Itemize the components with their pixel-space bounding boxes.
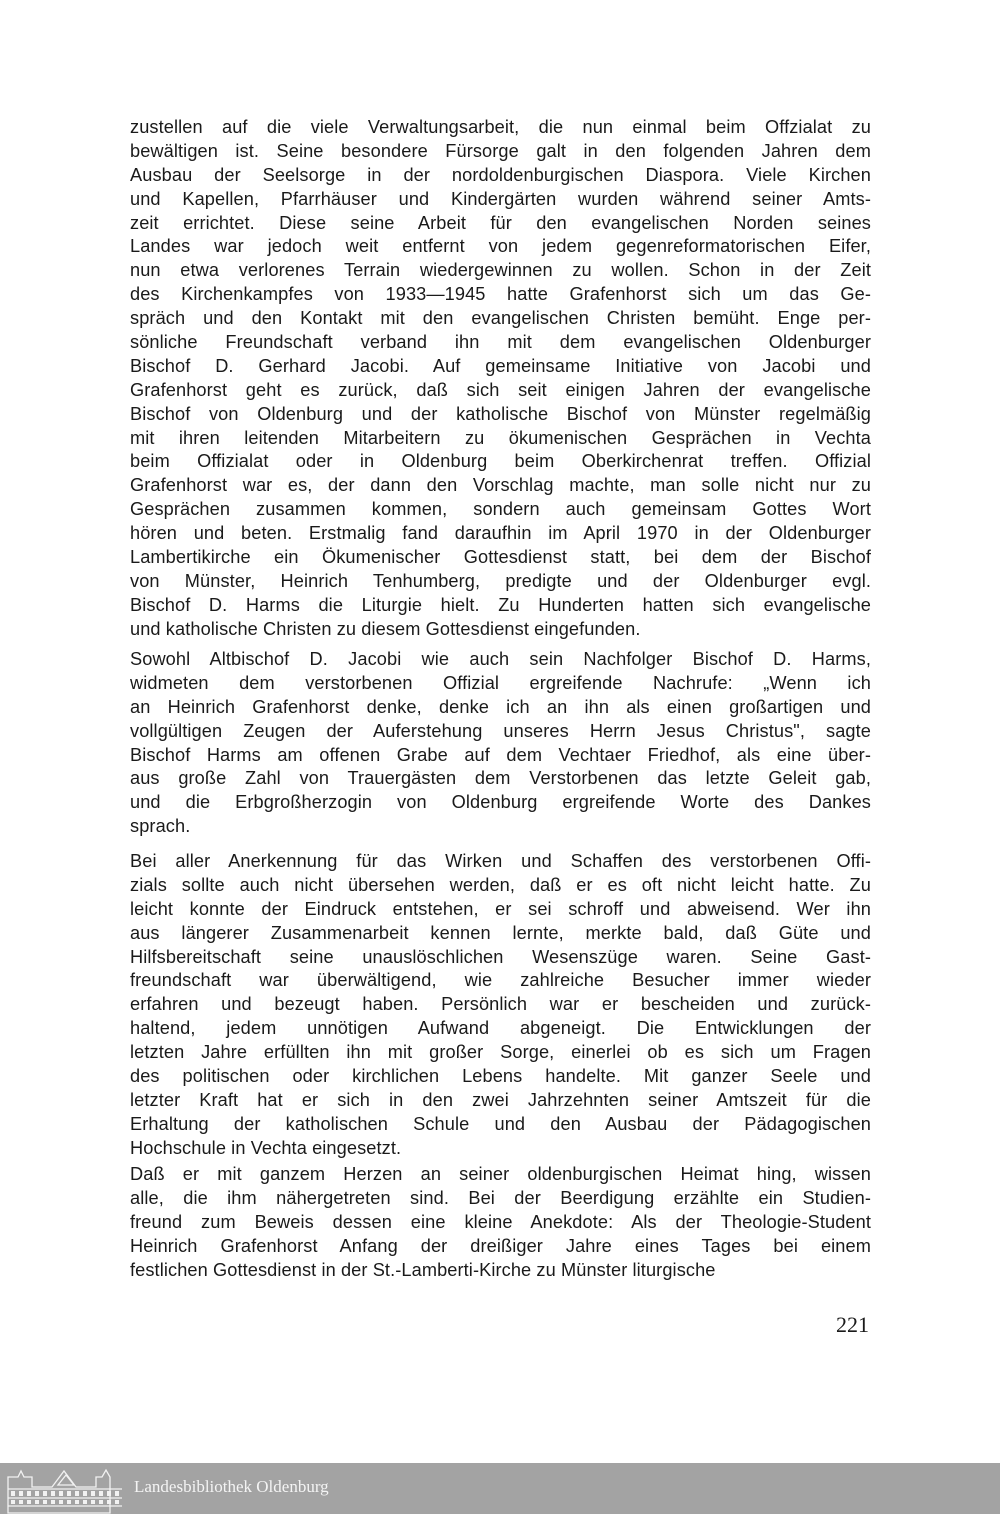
text-line: und katholische Christen zu diesem Gottesdienst eingefunden. <box>130 618 641 639</box>
text-line: mit ihren leitenden Mitarbeitern zu ökumenischen Gesprächen in Vechta <box>130 427 871 448</box>
text-line: nun etwa verlorenes Terrain wiedergewinnen zu wollen. Schon in der Zeit <box>130 260 871 281</box>
paragraph-1 <box>130 116 871 642</box>
text-line: freundschaft war überwältigend, wie zahlreiche Besucher immer wieder <box>130 970 871 991</box>
text-line: des politischen oder kirchlichen Lebens handelte. Mit ganzer Seele und <box>130 1066 871 1087</box>
text-line: von Münster, Heinrich Tenhumberg, predigte und der Oldenburger evgl. <box>130 570 871 591</box>
text-line: und die Erbgroßherzogin von Oldenburg ergreifende Worte des Dankes <box>130 792 871 813</box>
text-line: Hochschule in Vechta eingesetzt. <box>130 1137 402 1158</box>
text-line: freund zum Beweis dessen eine kleine Anekdote: Als der Theologie-Student <box>130 1211 871 1232</box>
text-line: haltend, jedem unnötigen Aufwand abgeneigt. Die Entwicklungen der <box>130 1018 871 1039</box>
paragraph-4 <box>130 1163 871 1282</box>
text-line: aus große Zahl von Trauergästen dem Verstorbenen das letzte Geleit gab, <box>130 768 871 789</box>
text-line: und Kapellen, Pfarrhäuser und Kindergärten wurden während seiner Amts- <box>130 188 871 209</box>
text-line: beim Offizialat oder in Oldenburg beim Oberkirchenrat treffen. Offizial <box>130 451 871 472</box>
text-line: bewältigen ist. Seine besondere Fürsorge galt in den folgenden Jahren dem <box>130 140 871 161</box>
text-line: Lambertikirche ein Ökumenischer Gottesdienst statt, bei dem der Bischof <box>130 547 871 568</box>
text-line: Bei aller Anerkennung für das Wirken und Schaffen des verstorbenen Offi- <box>130 851 871 871</box>
text-line: spräch und den Kontakt mit den evangelischen Christen bemüht. Enge per- <box>130 308 871 329</box>
text-line: Landes war jedoch weit entfernt von jedem gegenreformatorischen Eifer, <box>130 236 871 257</box>
text-line: Heinrich Grafenhorst Anfang der dreißiger Jahre eines Tages bei einem <box>130 1235 871 1256</box>
text-line: des Kirchenkampfes von 1933—1945 hatte Grafenhorst sich um das Ge- <box>130 284 871 305</box>
text-line: vollgültigen Zeugen der Auferstehung unseres Herrn Jesus Christus", sagte <box>130 720 871 741</box>
text-line: zustellen auf die viele Verwaltungsarbeit, die nun einmal beim Offzialat zu <box>130 117 871 137</box>
paragraph-3 <box>130 850 871 1161</box>
text-line: sprach. <box>130 816 191 837</box>
text-line: Erhaltung der katholischen Schule und den Ausbau der Pädagogischen <box>130 1113 871 1134</box>
text-line: erfahren und bezeugt haben. Persönlich war er bescheiden und zurück- <box>130 994 871 1015</box>
text-line: an Heinrich Grafenhorst denke, denke ich an ihn als einen großartigen und <box>130 696 871 717</box>
text-line: Grafenhorst geht es zurück, daß sich seit einigen Jahren der evangelische <box>130 379 871 400</box>
text-line: leicht konnte der Eindruck entstehen, er sei schroff und abweisend. Wer ihn <box>130 898 871 919</box>
text-line: zeit errichtet. Diese seine Arbeit für den evangelischen Norden seines <box>130 212 871 233</box>
text-line: Daß er mit ganzem Herzen an seiner oldenburgischen Heimat hing, wissen <box>130 1164 871 1184</box>
text-line: widmeten dem verstorbenen Offizial ergreifende Nachrufe: „Wenn ich <box>130 672 871 693</box>
library-name: Landesbibliothek Oldenburg <box>134 1477 329 1496</box>
text-line: letzter Kraft hat er sich in den zwei Jahrzehnten seiner Amtszeit für die <box>130 1089 871 1110</box>
text-line: Bischof von Oldenburg und der katholische Bischof von Münster regelmäßig <box>130 403 871 424</box>
text-line: Ausbau der Seelsorge in der nordoldenburgischen Diaspora. Viele Kirchen <box>130 164 871 185</box>
text-line: alle, die ihm nähergetreten sind. Bei der Beerdigung erzählte ein Studien- <box>130 1187 871 1208</box>
text-line: letzten Jahre erfüllten ihn mit großer Sorge, einerlei ob es sich um Fragen <box>130 1042 871 1063</box>
text-line: Bischof D. Gerhard Jacobi. Auf gemeinsame Initiative von Jacobi und <box>130 355 871 376</box>
text-line: Gesprächen zusammen kommen, sondern auch gemeinsam Gottes Wort <box>130 499 871 520</box>
text-line: aus längerer Zusammenarbeit kennen lernte, merkte bald, daß Güte und <box>130 922 871 943</box>
text-line: Bischof D. Harms die Liturgie hielt. Zu Hunderten hatten sich evangelische <box>130 594 871 615</box>
footer-bar <box>0 1463 1000 1514</box>
text-line: Grafenhorst war es, der dann den Vorschlag machte, man solle nicht nur zu <box>130 475 871 496</box>
text-line: sönliche Freundschaft verband ihn mit dem evangelischen Oldenburger <box>130 332 871 353</box>
page-number: 221 <box>836 1312 869 1337</box>
text-line: Sowohl Altbischof D. Jacobi wie auch sein Nachfolger Bischof D. Harms, <box>130 649 871 669</box>
text-line: hören und beten. Erstmalig fand daraufhin im April 1970 in der Oldenburger <box>130 523 871 544</box>
text-line: zials sollte auch nicht übersehen werden, daß er es oft nicht leicht hatte. Zu <box>130 874 871 895</box>
text-line: Bischof Harms am offenen Grabe auf dem Vechtaer Friedhof, als eine über- <box>130 744 871 765</box>
paragraph-2 <box>130 648 871 839</box>
text-line: festlichen Gottesdienst in der St.-Lamberti-Kirche zu Münster liturgische <box>130 1259 716 1280</box>
library-building-icon <box>6 1467 124 1514</box>
text-line: Hilfsbereitschaft seine unauslöschlichen Wesenszüge waren. Seine Gast- <box>130 946 871 967</box>
